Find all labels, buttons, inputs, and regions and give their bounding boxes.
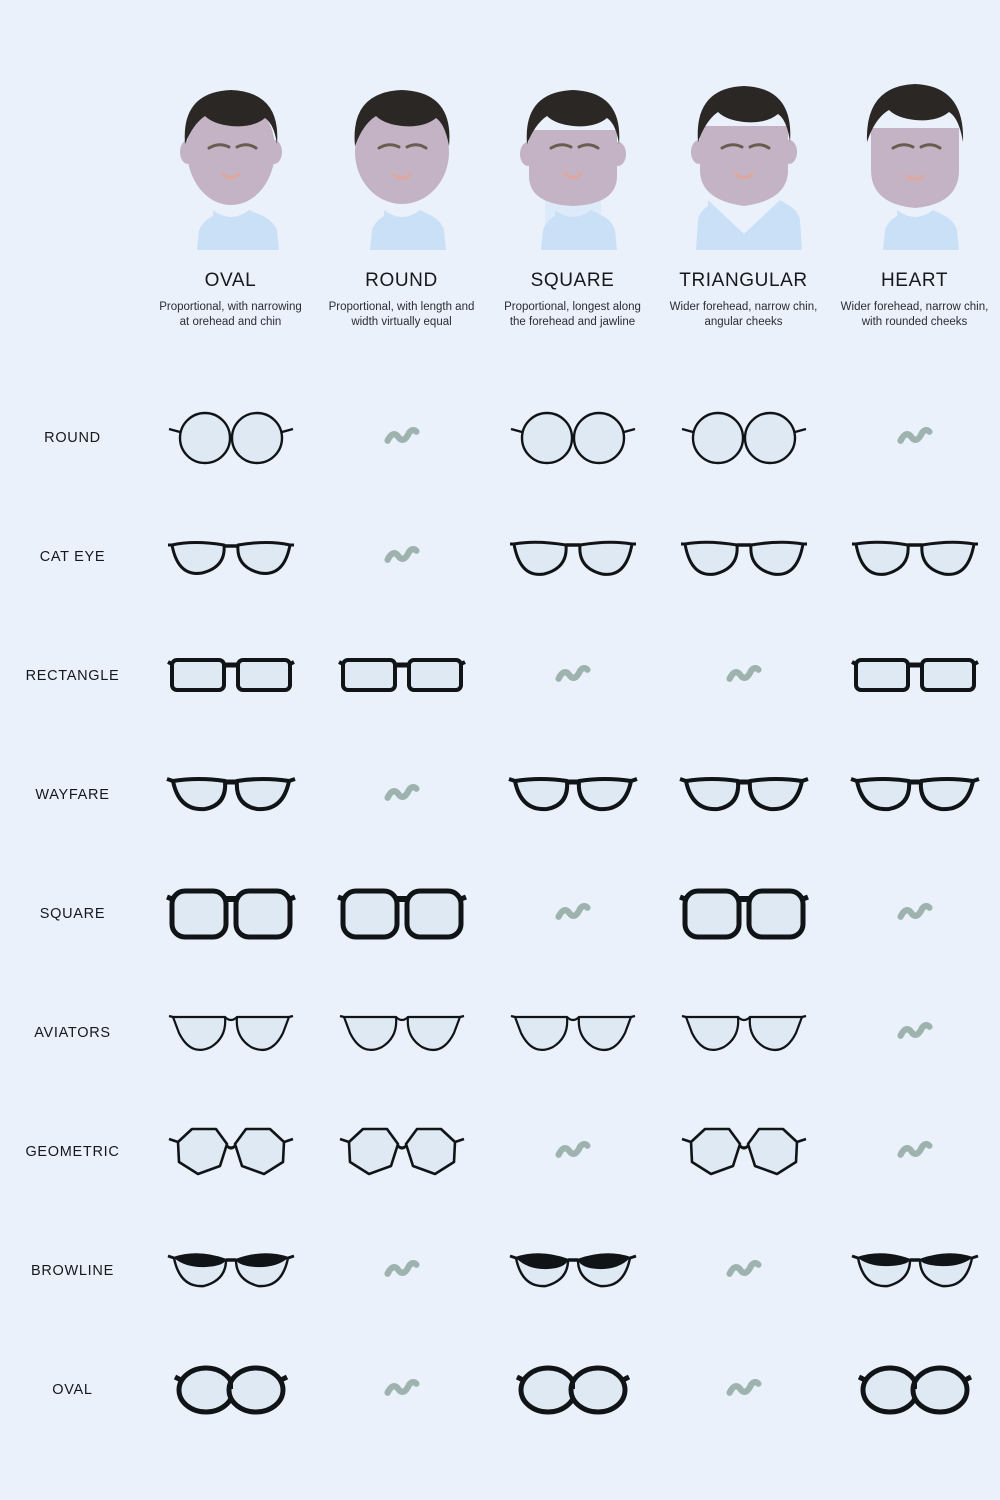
face-title: ROUND (365, 270, 438, 291)
cell-oval-round (316, 1330, 487, 1449)
cell-wayfare-heart (829, 735, 1000, 854)
cell-cat-eye-triangular (658, 497, 829, 616)
cell-browline-triangular (658, 1211, 829, 1330)
cell-rectangle-square (487, 616, 658, 735)
cell-wayfare-round (316, 735, 487, 854)
face-square-icon (503, 60, 643, 250)
glasses-grid (0, 378, 1000, 1449)
cell-wayfare-square (487, 735, 658, 854)
cell-cat-eye-square (487, 497, 658, 616)
cell-geometric-square (487, 1092, 658, 1211)
cell-browline-oval (145, 1211, 316, 1330)
face-title: SQUARE (530, 270, 615, 291)
cell-round-square (487, 378, 658, 497)
cell-cat-eye-oval (145, 497, 316, 616)
row-label-round: ROUND (44, 429, 101, 446)
face-column-heart (829, 60, 1000, 360)
cell-oval-square (487, 1330, 658, 1449)
face-shapes-header (0, 60, 1000, 360)
face-description: Proportional, with length and width virtually equal (328, 301, 475, 328)
row-label-aviators: AVIATORS (34, 1024, 111, 1041)
grid-row-geometric (0, 1092, 1000, 1211)
cell-browline-square (487, 1211, 658, 1330)
cell-square-round (316, 854, 487, 973)
row-label-cat-eye: CAT EYE (39, 548, 106, 565)
face-title: TRIANGULAR (679, 270, 808, 291)
cell-oval-triangular (658, 1330, 829, 1449)
cell-square-triangular (658, 854, 829, 973)
grid-row-browline (0, 1211, 1000, 1330)
cell-geometric-oval (145, 1092, 316, 1211)
cell-round-triangular (658, 378, 829, 497)
cell-aviators-round (316, 973, 487, 1092)
grid-row-cat-eye (0, 497, 1000, 616)
cell-aviators-oval (145, 973, 316, 1092)
cell-aviators-triangular (658, 973, 829, 1092)
cell-rectangle-triangular (658, 616, 829, 735)
face-oval-icon (161, 60, 301, 250)
cell-aviators-heart (829, 973, 1000, 1092)
cell-browline-heart (829, 1211, 1000, 1330)
cell-square-heart (829, 854, 1000, 973)
grid-row-aviators (0, 973, 1000, 1092)
row-label-rectangle: RECTANGLE (25, 667, 120, 684)
cell-round-round (316, 378, 487, 497)
cell-geometric-heart (829, 1092, 1000, 1211)
row-label-geometric: GEOMETRIC (25, 1143, 120, 1160)
cell-wayfare-oval (145, 735, 316, 854)
face-round-icon (332, 60, 472, 250)
face-column-square (487, 60, 658, 360)
cell-aviators-square (487, 973, 658, 1092)
face-description: Wider forehead, narrow chin, with rounded cheeks (840, 301, 989, 328)
row-label-wayfare: WAYFARE (35, 786, 110, 803)
face-heart-icon (845, 60, 985, 250)
row-label-square: SQUARE (39, 905, 106, 922)
row-label-oval: OVAL (52, 1381, 93, 1398)
cell-round-heart (829, 378, 1000, 497)
face-column-round (316, 60, 487, 360)
face-title: HEART (880, 270, 949, 291)
cell-rectangle-heart (829, 616, 1000, 735)
cell-geometric-round (316, 1092, 487, 1211)
cell-round-oval (145, 378, 316, 497)
grid-row-wayfare (0, 735, 1000, 854)
cell-oval-heart (829, 1330, 1000, 1449)
cell-geometric-triangular (658, 1092, 829, 1211)
face-column-oval (145, 60, 316, 360)
cell-square-oval (145, 854, 316, 973)
header-label-spacer (0, 60, 145, 360)
row-label-browline: BROWLINE (31, 1262, 114, 1279)
face-triangular-icon (674, 60, 814, 250)
grid-row-rectangle (0, 616, 1000, 735)
cell-wayfare-triangular (658, 735, 829, 854)
face-title: OVAL (204, 270, 257, 291)
cell-cat-eye-round (316, 497, 487, 616)
cell-oval-oval (145, 1330, 316, 1449)
face-column-triangular (658, 60, 829, 360)
face-description: Wider forehead, narrow chin, angular cheeks (669, 301, 818, 328)
cell-cat-eye-heart (829, 497, 1000, 616)
grid-row-square (0, 854, 1000, 973)
cell-browline-round (316, 1211, 487, 1330)
face-description: Proportional, with narrowing at orehead and chin (159, 301, 302, 328)
cell-rectangle-oval (145, 616, 316, 735)
cell-rectangle-round (316, 616, 487, 735)
grid-row-oval (0, 1330, 1000, 1449)
cell-square-square (487, 854, 658, 973)
grid-row-round (0, 378, 1000, 497)
face-description: Proportional, longest along the forehead and jawline (504, 301, 641, 328)
